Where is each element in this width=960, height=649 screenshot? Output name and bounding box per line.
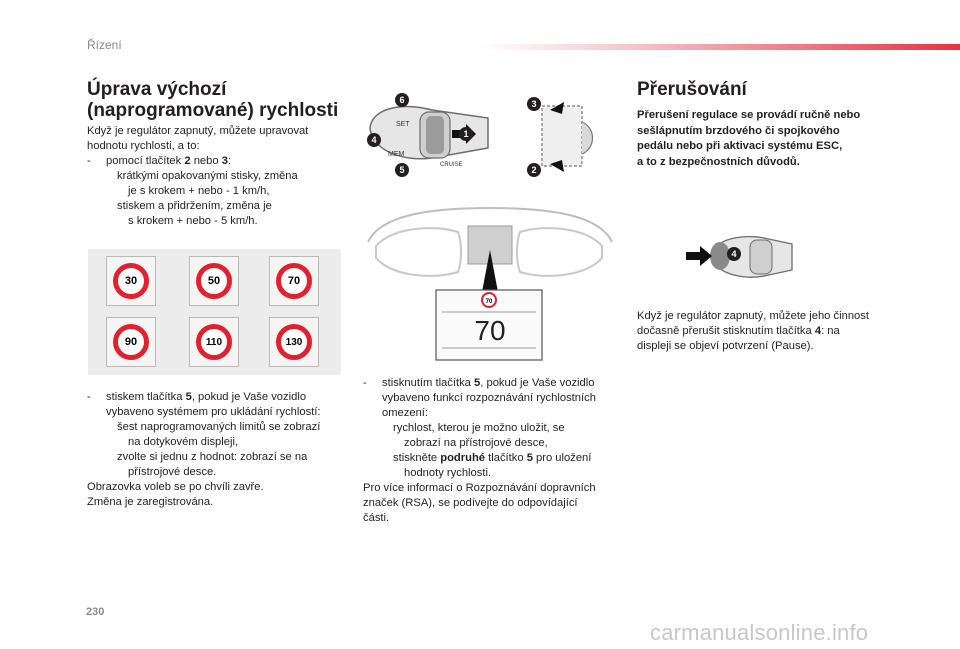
callout-4-icon: 4	[371, 135, 377, 145]
left-sub4: zvolte si jednu z hodnot: zobrazí se na přístrojové desce.	[117, 451, 308, 478]
left-sub3: šest naprogramovaných limitů se zobrazí na dotykovém displeji,	[117, 421, 321, 448]
speed-sign-box	[269, 317, 319, 367]
speed-limit-panel	[88, 249, 341, 375]
display-speed-value: 70	[474, 315, 506, 346]
middle-sub2: stiskněte podruhé tlačítko 5 pro uložení hodnoty rychlosti.	[393, 452, 592, 479]
display-small-sign-icon: 70	[485, 299, 493, 305]
middle-item: - stisknutím tlačítka 5, pokud je Vaše vozidlo vybaveno funkcí rozpoznávání rychlostních omezení:	[363, 377, 596, 419]
right-title: Přerušování	[637, 79, 747, 100]
left-close-line2: Změna je zaregistrována.	[87, 496, 214, 508]
callout-6-icon: 6	[399, 95, 405, 105]
left-lower-block	[87, 390, 352, 510]
watermark: carmanualsonline.info	[650, 620, 869, 645]
speed-sign-box	[106, 317, 156, 367]
speed-limit-sign-icon: 50	[196, 263, 232, 299]
dash-marker: -	[87, 391, 91, 403]
right-intro-block: Přerušení regulace se provádí ručně nebo sešlápnutím brzdového či spojkového pedálu nebo při aktivaci systému ESC, a to z bezpečnostních důvodů.	[637, 109, 861, 168]
left-p1-line1: Když je regulátor zapnutý, můžete upravovat	[87, 125, 309, 137]
callout-3-icon: 3	[531, 99, 537, 109]
dash-marker: -	[87, 155, 91, 167]
lever-label-mem: MEM	[388, 151, 405, 158]
middle-more-line3: části.	[363, 512, 390, 524]
left-intro-block	[87, 124, 347, 229]
speed-limit-sign-icon: 70	[276, 263, 312, 299]
callout-2-icon: 2	[531, 165, 537, 175]
callout-4-icon: 4	[731, 249, 737, 259]
cruise-lever-figure	[362, 88, 502, 178]
left-p1-line2: hodnotu rychlosti, a to:	[87, 140, 200, 152]
lever-label-cruise: CRUISE	[440, 162, 463, 168]
page-number: 230	[86, 606, 105, 618]
middle-more-line1: Pro více informací o Rozpoznávání dopravních	[363, 482, 596, 494]
right-text-block: Když je regulátor zapnutý, můžete jeho činnost dočasně přerušit stisknutím tlačítka 4: na displeji se objeví potvrzení (Pause).	[637, 310, 869, 352]
left-title	[87, 79, 338, 121]
header-accent-bar	[480, 44, 960, 50]
left-sub1: krátkými opakovanými stisky, změna je s krokem + nebo - 1 km/h,	[117, 170, 298, 197]
speed-limit-sign-icon: 30	[113, 263, 149, 299]
lever-label-set: SET	[396, 121, 410, 128]
dash-marker: -	[363, 377, 367, 389]
speed-sign-box	[189, 317, 239, 367]
speed-sign-box	[106, 256, 156, 306]
left-sub2: stiskem a přidržením, změna je s krokem + nebo - 5 km/h.	[117, 200, 272, 227]
middle-more-line2: značek (RSA), se podívejte do odpovídající	[363, 497, 578, 509]
section-label: Řízení	[87, 38, 122, 52]
speed-sign-box	[189, 256, 239, 306]
left-title-line1: Úprava výchozí	[87, 79, 227, 100]
left-close-line1: Obrazovka voleb se po chvíli zavře.	[87, 481, 264, 493]
callout-1-icon: 1	[463, 129, 469, 139]
middle-text-block	[363, 376, 628, 526]
middle-sub1: rychlost, kterou je možno uložit, se zobrazí na přístrojové desce,	[393, 422, 565, 449]
instrument-cluster-figure	[362, 202, 617, 362]
speed-limit-sign-icon: 110	[196, 324, 232, 360]
pause-lever-figure	[684, 226, 794, 286]
left-title-line2: (naprogramované) rychlosti	[87, 100, 339, 121]
thumbwheel-figure	[522, 92, 604, 184]
left-item1: - pomocí tlačítek 2 nebo 3:	[87, 155, 232, 167]
speed-limit-sign-icon: 90	[113, 324, 149, 360]
speed-sign-box	[269, 256, 319, 306]
left-item2: - stiskem tlačítka 5, pokud je Vaše vozidlo vybaveno systémem pro ukládání rychlostí:	[87, 391, 321, 418]
speed-limit-sign-icon: 130	[276, 324, 312, 360]
callout-5-icon: 5	[399, 165, 405, 175]
